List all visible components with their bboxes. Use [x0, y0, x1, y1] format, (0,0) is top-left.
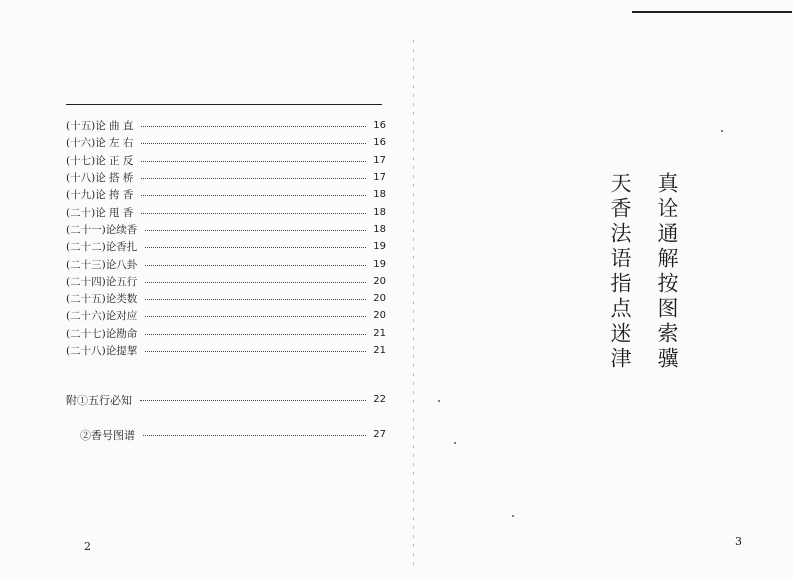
toc-label: (二十八)论提挈	[66, 345, 138, 357]
toc-page: 17	[373, 172, 386, 184]
toc-entry[interactable]	[66, 273, 386, 290]
toc-page: 16	[373, 120, 386, 132]
toc-label: (十九)论 挎 香	[66, 189, 134, 202]
toc-label: (十八)论 搭 桥	[66, 172, 134, 185]
toc-page: 19	[373, 258, 386, 270]
dot-leader	[145, 247, 366, 248]
page-number-left: 2	[84, 540, 91, 553]
toc-entry[interactable]	[66, 221, 386, 238]
toc-page: 18	[373, 223, 386, 235]
dot-leader	[141, 195, 366, 196]
toc-label: (二十三)论八卦	[66, 258, 138, 271]
dot-leader	[145, 230, 366, 231]
dot-leader	[141, 178, 366, 179]
toc-label: (二十一)论续香	[66, 223, 138, 236]
appendix-list	[80, 426, 386, 443]
toc-entry[interactable]	[66, 255, 386, 272]
toc-label: (十五)论 曲 直	[66, 120, 134, 133]
dot-leader	[145, 282, 366, 283]
toc-page: 18	[373, 206, 386, 218]
top-rule-right	[632, 11, 792, 13]
dot-leader	[145, 351, 366, 352]
appendix-label: ②香号图谱	[80, 428, 135, 442]
page-number-right: 3	[735, 535, 742, 548]
toc-entry[interactable]	[66, 238, 386, 255]
book-gutter	[413, 40, 414, 570]
header-rule	[66, 104, 382, 105]
toc-page: 16	[373, 137, 386, 149]
appendix-list	[66, 391, 386, 408]
title-column-2: 天香法语指点迷津	[608, 172, 632, 372]
scan-speck	[454, 442, 456, 444]
appendix-entry[interactable]	[80, 426, 386, 443]
dot-leader	[141, 143, 366, 144]
toc-page: 20	[373, 275, 386, 287]
toc-label: (二十六)论对应	[66, 310, 138, 323]
toc-entry[interactable]	[66, 342, 386, 359]
appendix-entry[interactable]	[66, 391, 386, 408]
toc-entry[interactable]	[66, 117, 386, 134]
toc-page: 20	[373, 293, 386, 305]
dot-leader	[141, 213, 366, 214]
dot-leader	[145, 316, 366, 317]
toc-label: (十七)论 正 反	[66, 154, 134, 167]
toc-page: 21	[373, 327, 386, 339]
appendix-label: 附①五行必知	[66, 393, 132, 407]
toc-entry[interactable]	[66, 203, 386, 220]
toc-page: 21	[373, 345, 386, 356]
dot-leader	[145, 299, 366, 300]
toc-label: (二十)论 甩 香	[66, 206, 134, 219]
dot-leader	[145, 334, 366, 335]
toc-entry[interactable]	[66, 325, 386, 342]
toc-list	[66, 117, 386, 359]
scan-speck	[438, 400, 440, 402]
dot-leader	[141, 126, 366, 127]
scan-speck	[512, 515, 514, 517]
toc-label: (二十四)论五行	[66, 275, 138, 288]
toc-label: (二十五)论类数	[66, 293, 138, 306]
dot-leader	[143, 435, 366, 436]
dot-leader	[140, 400, 366, 401]
toc-label: (二十七)论勘命	[66, 327, 138, 340]
toc-page: 19	[373, 241, 386, 253]
toc-entry[interactable]	[66, 307, 386, 324]
dot-leader	[141, 161, 366, 162]
toc-entry[interactable]	[66, 134, 386, 151]
toc-entry[interactable]	[66, 186, 386, 203]
toc-page: 17	[373, 154, 386, 166]
toc-entry[interactable]	[66, 290, 386, 307]
title-column-1: 真诠通解按图索骥	[655, 172, 679, 372]
scan-speck	[721, 130, 723, 132]
toc-page: 20	[373, 310, 386, 322]
toc-page: 18	[373, 189, 386, 201]
dot-leader	[145, 265, 366, 266]
appendix-page: 27	[373, 429, 386, 441]
toc-label: (十六)论 左 右	[66, 137, 134, 150]
appendix-page: 22	[373, 394, 386, 406]
toc-label: (二十二)论香扎	[66, 241, 138, 254]
toc-entry[interactable]	[66, 169, 386, 186]
toc-entry[interactable]	[66, 152, 386, 169]
